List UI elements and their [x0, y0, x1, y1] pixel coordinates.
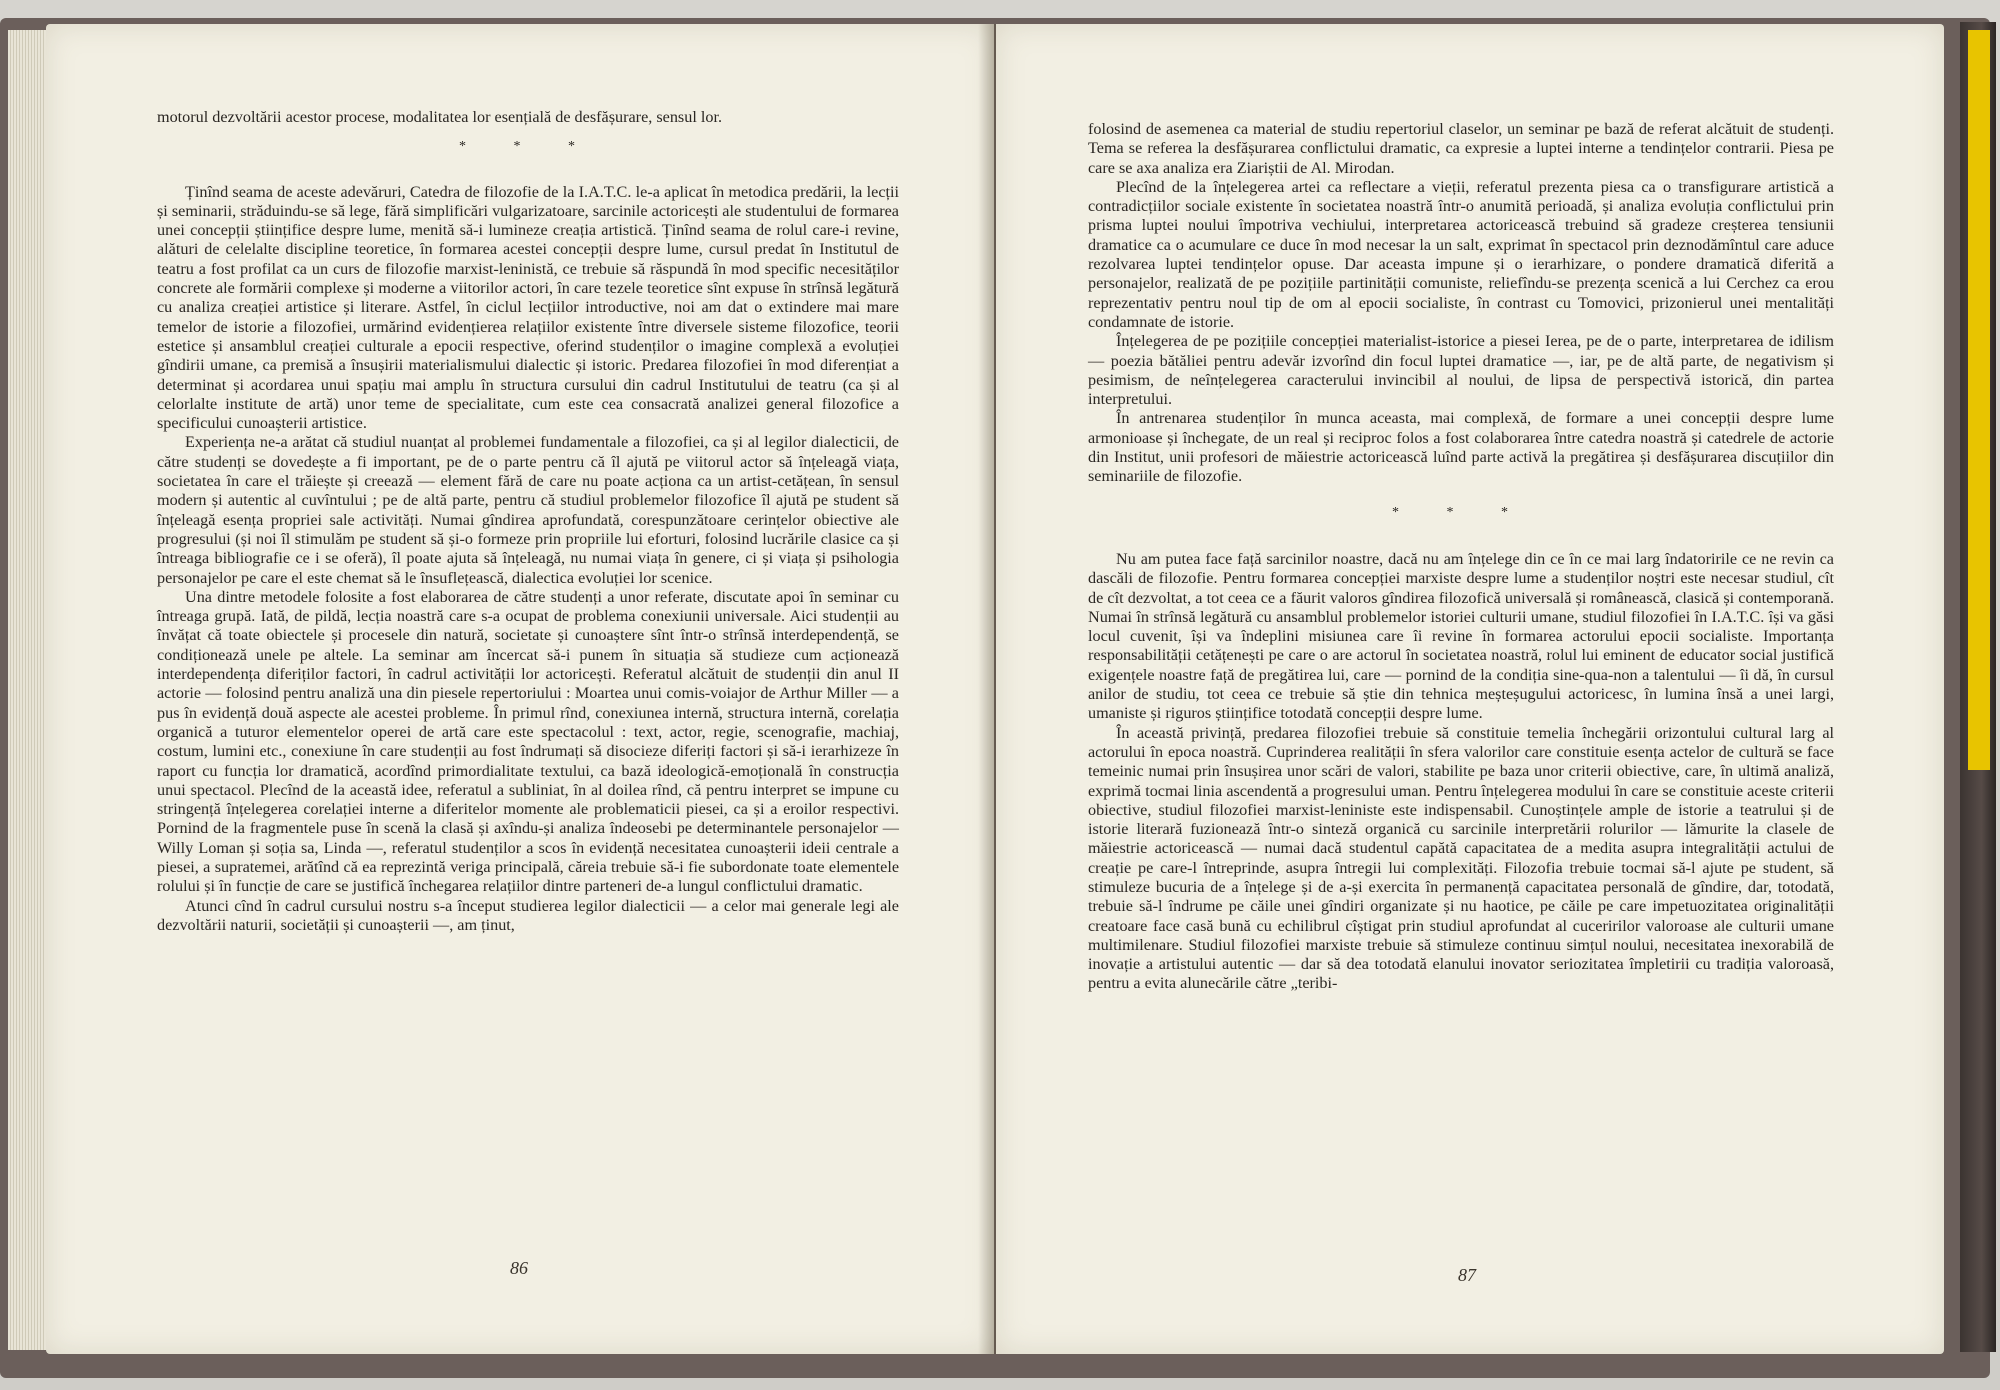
- bookmark-tab: [1968, 30, 1990, 770]
- opening-line: motorul dezvoltării acestor procese, modalitatea lor esențială de desfășurare, sensul lor.: [157, 108, 722, 126]
- section-separator: * * *: [459, 139, 597, 155]
- paragraph: Înțelegerea de pe pozițiile concepției materialist-istorice a piesei Ierea, pe de o parte, interpretarea de idilism — poezia bătăliei pentru adevăr izvorînd din focul luptei dramatice —, iar, pe de altă parte, de negativism și pesimism, de neînțelegerea caracterului invincibil al noului, de lipsa de perspectivă istorică, din partea interpretului.: [1088, 332, 1834, 409]
- paragraph: Plecînd de la înțelegerea artei ca reflectare a vieții, referatul prezenta piesa ca o transfigurare artistică a contradicțiilor sociale existente în societatea noastră într-o anumită perioadă, și analiza evoluția conflictului prin prisma luptei noului împotriva vechiului, interpretarea actoricească trebuind să gradeze creșterea tensiunii dramatice ca o acumulare ce duce în mod necesar la un salt, exprimat în spectacol prin deznodămîntul care aduce rezolvarea luptei tendințelor opuse. Dar aceasta impune și o ierarhizare, o pondere dramatică diferită a personajelor, realizată de pe pozițiile partinității comuniste, reliefîndu-se prezența scenică a lui Cerchez ca erou reprezentativ pentru noul tip de om al epocii socialiste, în contrast cu Tomovici, prizonierul unei mentalități condamnate de istorie.: [1088, 177, 1834, 331]
- paragraph: În antrenarea studenților în munca aceasta, mai complexă, de formare a unei concepții despre lume armonioase și închegate, de un real și reciproc folos a fost colaborarea între catedra noastră și catedrele de actorie din Institut, unii profesori de măiestrie actoricească luînd parte activă la pregătirea și desfășurarea discuțiilor din seminariile de filozofie.: [1088, 409, 1834, 486]
- paragraph: folosind de asemenea ca material de studiu repertoriul claselor, un seminar pe bază de referat alcătuit de studenți. Tema se referea la desfășurarea conflictului dramatic, ca expresie a luptei interne a tendințelor contrarii. Piesa pe care se axa analiza era Ziariștii de Al. Mirodan.: [1088, 120, 1834, 177]
- paragraph: Una dintre metodele folosite a fost elaborarea de către studenți a unor referate, discutate apoi în seminar cu întreaga grupă. Iată, de pildă, lecția noastră care s-a ocupat de problema conexiunii universale. Aici studenții au învățat că toate obiectele și procesele din natură, societate și cunoaștere sînt într-o strînsă interdependență, se condiționează unele pe altele. La seminar am încercat să-i punem în situația să studieze cum acționează interdependența diferiților factori, în cadrul activității lor actoricești. Referatul alcătuit de studenții din anul II actorie — folosind pentru analiză una din piesele repertoriului : Moartea unui comis-voiajor de Arthur Miller — a pus în evidență două aspecte ale acestei probleme. În primul rînd, conexiunea internă, structura internă, corelația organică a tuturor elementelor operei de artă care este spectacolul : text, actor, regie, scenografie, machiaj, costum, lumini etc., conexiune în care studenții au fost îndrumați să disocieze diferiți factori și să-i ierarhizeze în raport cu funcția lor dramatică, acordînd primordialitate textului, ca bază ideologică-emoțională în construcția unui spectacol. Plecînd de la această idee, referatul a subliniat, în al doilea rînd, că pentru interpret se impune cu stringență înțelegerea corelației interne a diferitelor momente ale problematicii piesei, ca și a eroilor respectivi. Pornind de la fragmentele puse în scenă la clasă și axîndu-și analiza îndeosebi pe determinantele personajelor — Willy Loman și soția sa, Linda —, referatul studenților a scos în evidență necesitatea cunoașterii ideii centrale a piesei, a supratemei, arătînd că ea reprezintă veriga principală, căreia trebuie să-i fie subordonate toate elementele rolului și în funcție de care se justifică închegarea relațiilor dintre parteneri de-a lungul conflictului dramatic.: [157, 587, 899, 896]
- paragraph: Ținînd seama de aceste adevăruri, Catedra de filozofie de la I.A.T.C. le-a aplicat în metodica predării, la lecții și seminarii, străduindu-se să lege, fără simplificări vulgarizatoare, sarcinile actoricești ale studentului de formarea unei concepții științifice despre lume, menită să-i lumineze creația artistică. Ținînd seama de rolul care-i revine, alături de celelalte discipline teoretice, în formarea acestei concepții despre lume, cursul predat în Institutul de teatru a fost profilat ca un curs de filozofie marxist-leninistă, ce trebuie să răspundă în mod specific necesităților concrete ale formării complexe și moderne a viitorilor actori, în care tezele teoretice sînt expuse în strînsă legătură cu analiza creației artistice și literare. Astfel, în ciclul lecțiilor introductive, noi am dat o extindere mai mare temelor de istorie a filozofiei, urmărind evidențierea relațiilor existente între diversele sisteme filozofice, teorii estetice și ansamblul creației culturale a epocii respective, oferind studenților o imagine complexă a evoluției gîndirii umane, ca premisă a însușirii materialismului dialectic și istoric. Predarea filozofiei în mod diferențiat a determinat și acordarea unui spațiu mai amplu în structura cursului din cadrul Institutului de teatru (ca și al celorlalte institute de artă) unor teme de specialitate, cum este cea consacrată analizei general filozofice a specificului cunoașterii artistice.: [157, 182, 899, 433]
- page-number: 86: [510, 1258, 528, 1278]
- left-page-text: [157, 108, 899, 935]
- page-edges: [8, 30, 48, 1350]
- paragraph: Nu am putea face față sarcinilor noastre, dacă nu am înțelege din ce în ce mai larg îndatoririle ce ne revin ca dascăli de filozofie. Pentru formarea concepției marxiste despre lume a studenților noștri este necesar studiul, cît de cît dezvoltat, a tot ceea ce a făurit valoros gîndirea filozofică universală și românească, clasică și contemporană. Numai în strînsă legătură cu ansamblul problemelor istoriei culturii umane, studiul filozofiei în I.A.T.C. își va găsi locul cuvenit, își va îndeplini misiunea care îi revine în formarea actorului epocii socialiste. Importanța responsabilității cetățenești pe care o are actorul în societatea noastră, rolul lui eminent de educator social justifică exigențele noastre față de pregătirea lui, care — pornind de la condiția sine-qua-non a talentului — îi dă, în cursul anilor de studiu, tot ceea ce trebuie să știe din tehnica meșteșugului actoricesc, în lumina însă a unei largi, umaniste și riguros științifice totodată concepții despre lume.: [1088, 549, 1834, 723]
- right-page-text: [1088, 120, 1834, 994]
- section-separator: * * *: [1392, 504, 1530, 520]
- paragraph: În această privință, predarea filozofiei trebuie să constituie temelia închegării orizontului cultural larg al actorului în epoca noastră. Cuprinderea realității în sfera valorilor care constituie esența actelor de cultură se face temeinic numai prin însușirea unor scări de valori, stabilite pe baza unor criterii obiective, care, în ultimă analiză, exprimă tocmai linia ascendentă a progresului uman. Pentru înțelegerea modului în care se constituie aceste criterii obiective, studiul filozofiei marxist-leniniste este indispensabil. Cunoștințele ample de istorie a teatrului și de istorie literară fuzionează într-o sinteză organică cu sarcinile interpretării rolurilor — lămurite la clasele de măiestrie actoricească — numai dacă studentul capătă capacitatea de a medita asupra integralității actului de creație pe care-l întreprinde, asupra întregii lui complexități. Filozofia trebuie tocmai să-l ajute pe student, să stimuleze bucuria de a înțelege și de a-și exercita în permanență capacitatea personală de gîndire, dar, totodată, trebuie să-l îndrume pe căile unei gîndiri organizate și nu haotice, pe căile pe care impetuozitatea originalității creatoare face casă bună cu echilibrul cîștigat prin studiul aprofundat al cuceririlor valoroase ale culturii umane multimilenare. Studiul filozofiei marxiste trebuie să stimuleze continuu simțul noului, necesitatea inexorabilă de inovație a artistului autentic — dar să dea totodată elanului inovator seriozitatea împletirii cu tradiția valoroasă, pentru a evita alunecările către „teribi-: [1088, 723, 1834, 993]
- paragraph: Atunci cînd în cadrul cursului nostru s-a început studierea legilor dialecticii — a celor mai generale legi ale dezvoltării naturii, societății și cunoașterii —, am ținut,: [157, 896, 899, 934]
- paragraph: Experiența ne-a arătat că studiul nuanțat al problemei fundamentale a filozofiei, ca și al legilor dialecticii, de către studenți se dovedește a fi important, pe de o parte pentru că îl ajută pe viitorul actor să înțeleagă viața, societatea în care el trăiește și creează — element fără de care nu poate acționa ca un artist-cetățean, în sensul modern și autentic al cuvîntului ; pe de altă parte, pentru că studiul problemelor filozofice îl ajută pe student să înțeleagă esența propriei sale activități. Numai gîndirea aprofundată, corespunzătoare cerințelor obiective ale progresului (și noi îl stimulăm pe student să și-o formeze prin propriile lui eforturi, folosind lucrările clasice ca și întreaga bibliografie ce i se oferă), îl poate ajuta să înțeleagă, nu numai viața în genere, ci și viața și psihologia personajelor pe care el este chemat să le însuflețească, dialectica evoluției lor scenice.: [157, 433, 899, 587]
- page-number: 87: [1458, 1265, 1476, 1285]
